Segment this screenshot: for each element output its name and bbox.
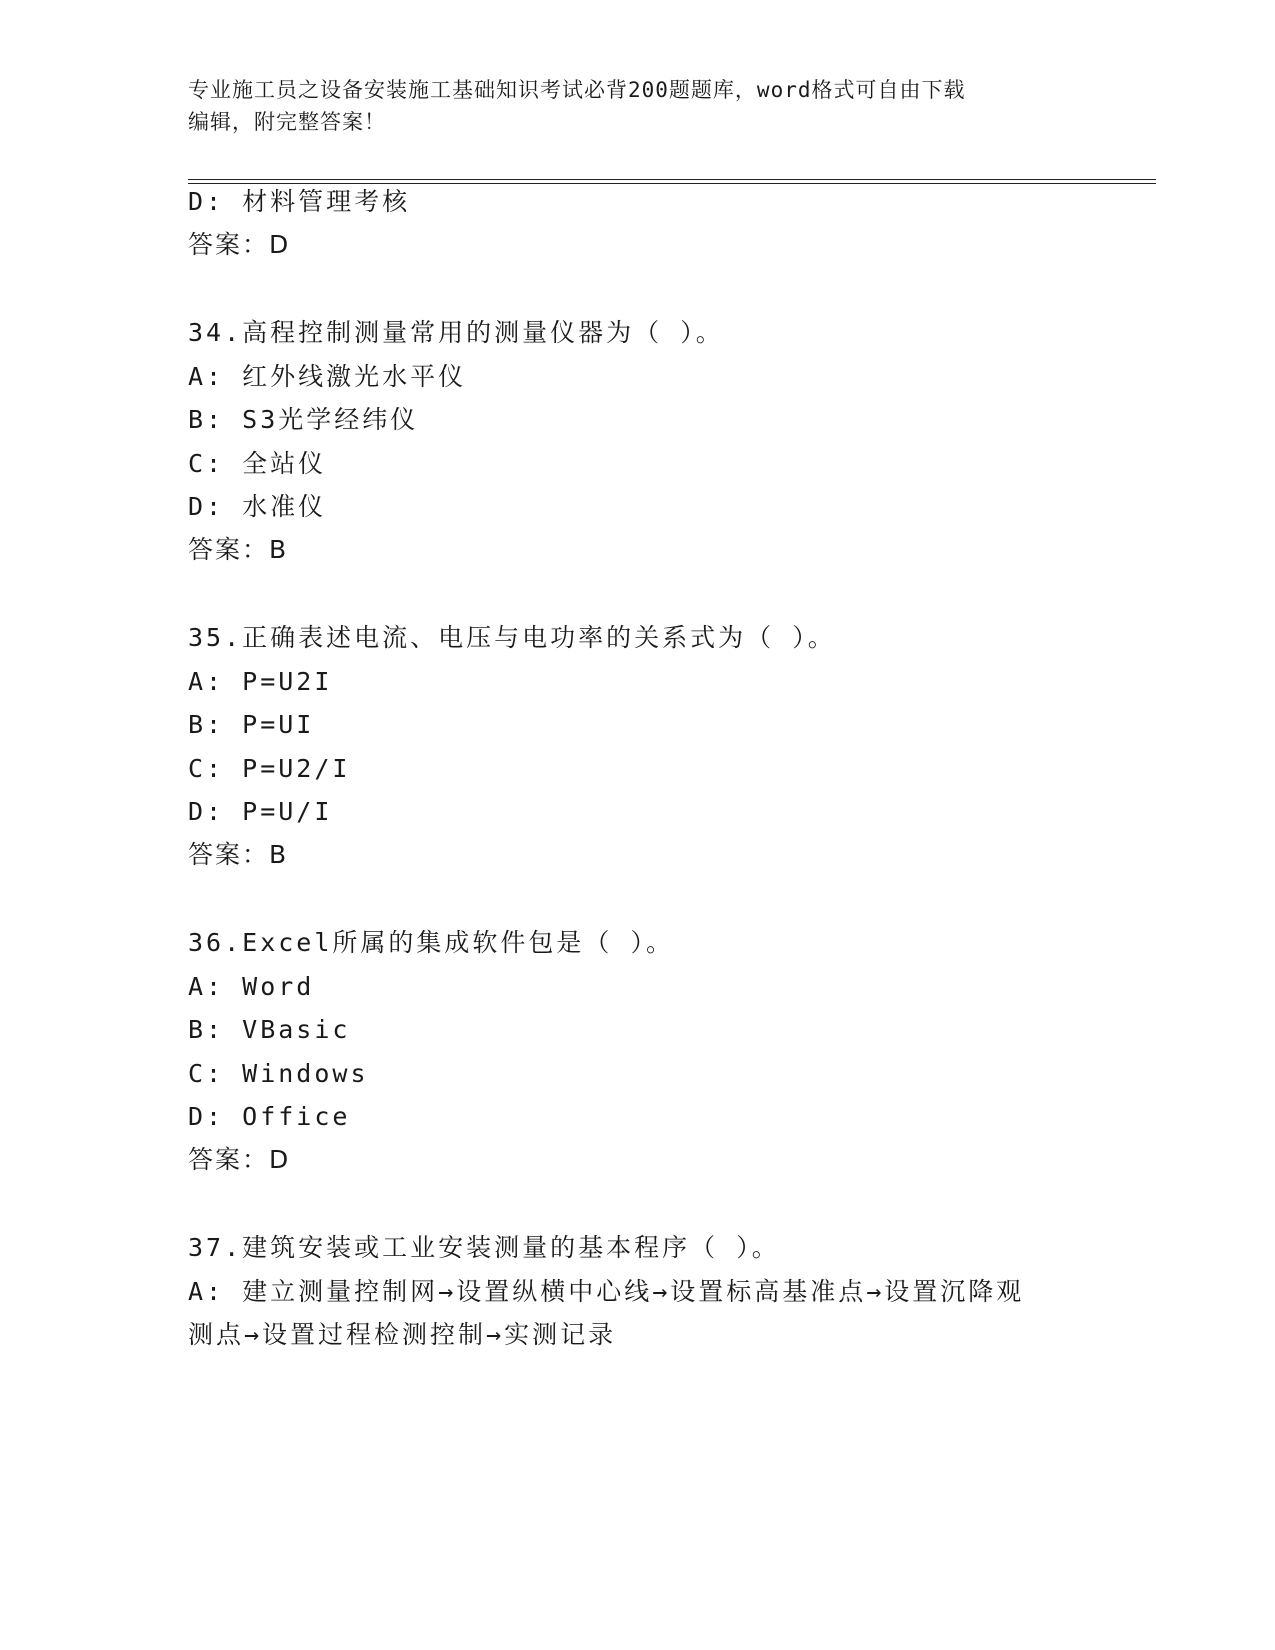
option-b: B: S3光学经纬仪 [188, 405, 419, 434]
option-a-continuation: 测点→设置过程检测控制→实测记录 [188, 1320, 617, 1349]
header-title-line-1: 专业施工员之设备安装施工基础知识考试必背200题题库，word格式可自由下载 [188, 78, 966, 102]
option-a: A: 红外线激光水平仪 [188, 362, 467, 391]
option-b: B: P=UI [188, 710, 315, 739]
answer-line: 答案：B [188, 535, 289, 564]
option-c: C: P=U2/I [188, 754, 351, 783]
option-c: C: Windows [188, 1059, 369, 1088]
option-a: A: Word [188, 972, 315, 1001]
option-c: C: 全站仪 [188, 449, 327, 478]
option-d: D: P=U/I [188, 797, 333, 826]
question-34: 34.高程控制测量常用的测量仪器为（ ）。 [188, 318, 724, 347]
question-35: 35.正确表述电流、电压与电功率的关系式为（ ）。 [188, 623, 836, 652]
option-d: D: 材料管理考核 [188, 187, 411, 216]
option-a: A: 建立测量控制网→设置纵横中心线→设置标高基准点→设置沉降观 [188, 1277, 1025, 1306]
option-b: B: VBasic [188, 1015, 351, 1044]
answer-line: 答案：D [188, 230, 291, 259]
question-36: 36.Excel所属的集成软件包是（ ）。 [188, 928, 674, 957]
option-d: D: Office [188, 1102, 351, 1131]
option-d: D: 水准仪 [188, 492, 327, 521]
option-a: A: P=U2I [188, 667, 333, 696]
document-header [188, 74, 1088, 138]
header-title-line-2: 编辑，附完整答案！ [188, 110, 386, 134]
answer-line: 答案：D [188, 1145, 291, 1174]
answer-line: 答案：B [188, 840, 289, 869]
question-37: 37.建筑安装或工业安装测量的基本程序（ ）。 [188, 1233, 780, 1262]
